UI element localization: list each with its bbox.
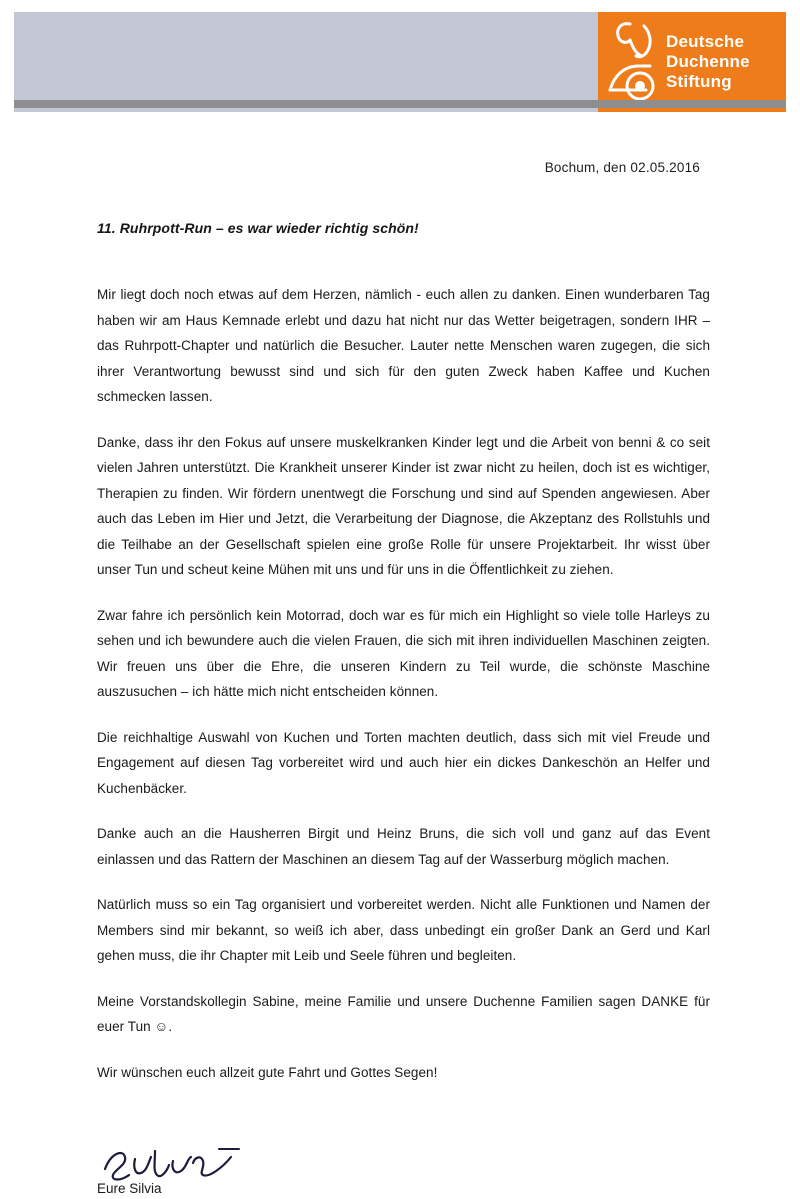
organization-logo-block — [598, 12, 786, 112]
duchenne-wheelchair-figure-logo-icon — [598, 12, 664, 112]
letter-paragraph: Die reichhaltige Auswahl von Kuchen und Torten machten deutlich, dass sich mit viel Freude und Engagement auf diesen Tag vorbereitet wird und auch hier ein dickes Dankeschön an Helfer und Kuchenbäcker. — [97, 729, 710, 796]
letter-paragraph: Natürlich muss so ein Tag organisiert und vorbereitet werden. Nicht alle Funktionen und Namen der Members sind mir bekannt, so weiß ich aber, dass unbedingt ein großer Dank an Gerd und Karl gehen muss, die ihr Chapter mit Leib und Seele führen und begleiten. — [97, 897, 710, 963]
date-line: Bochum, den 02.05.2016 — [544, 160, 700, 175]
letter-paragraph: Danke auch an die Hausherren Birgit und Heinz Bruns, die sich voll und ganz auf das Event einlassen und das Rattern der Maschinen an diesem Tag auf der Wasserburg möglich machen. — [97, 826, 710, 867]
organization-name-line3: Stiftung — [666, 72, 732, 91]
letter-paragraph: Wir wünschen euch allzeit gute Fahrt und Gottes Segen! — [97, 1064, 438, 1080]
letter-paragraph: Zwar fahre ich persönlich kein Motorrad, doch war es für mich ein Highlight so viele tolle Harleys zu sehen und ich bewundere auch die vielen Frauen, die sich mit ihren individuellen Maschinen zeigten. Wir freuen uns über die Ehre, die unseren Kindern zu Teil wurde, die schönste Maschine auszusuchen – ich hätte mich nicht entscheiden können. — [97, 607, 710, 699]
letter-body — [97, 220, 710, 1199]
letter-subject: 11. Ruhrpott-Run – es war wieder richtig schön! — [97, 220, 419, 236]
letter-paragraph: Meine Vorstandskollegin Sabine, meine Familie und unsere Duchenne Familien sagen DANKE für euer Tun ☺. — [97, 993, 710, 1034]
handwritten-signature-silvia-icon — [99, 1143, 259, 1183]
signature-area — [97, 1143, 710, 1199]
letter-paragraph: Mir liegt doch noch etwas auf dem Herzen, nämlich - euch allen zu danken. Einen wunderbaren Tag haben wir am Haus Kemnade erlebt und dazu hat nicht nur das Wetter beigetragen, sondern IHR – das Ruhrpott-Chapter und natürlich die Besucher. Lauter nette Menschen waren zugegen, die sich ihrer Verantwortung bewusst sind und sich für den guten Zweck haben Kaffee und Kuchen schmecken lassen. — [97, 287, 710, 404]
signature-name: Eure Silvia — [97, 1180, 162, 1196]
scan-edge-bottom — [0, 1108, 800, 1130]
organization-name-line1: Deutsche — [666, 32, 745, 51]
organization-name — [664, 32, 750, 92]
organization-name-line2: Duchenne — [666, 52, 750, 71]
letter-paragraph: Danke, dass ihr den Fokus auf unsere muskelkranken Kinder legt und die Arbeit von benni & co seit vielen Jahren unterstützt. Die Krankheit unserer Kinder ist zwar nicht zu heilen, doch ist es wichtiger, Therapien zu finden. Wir fördern unentwegt die Forschung und sind auf Spenden angewiesen. Aber auch das Leben im Hier und Jetzt, die Verarbeitung der Diagnose, die Akzeptanz des Rollstuhls und die Teilhabe an der Gesellschaft spielen eine große Rolle für unsere Projektarbeit. Ihr wisst über unser Tun und scheut keine Mühen mit uns und für uns in die Öffentlichkeit zu ziehen. — [97, 434, 710, 577]
letterhead-shadow-bar — [14, 100, 786, 108]
scan-edge-left — [0, 0, 10, 1130]
